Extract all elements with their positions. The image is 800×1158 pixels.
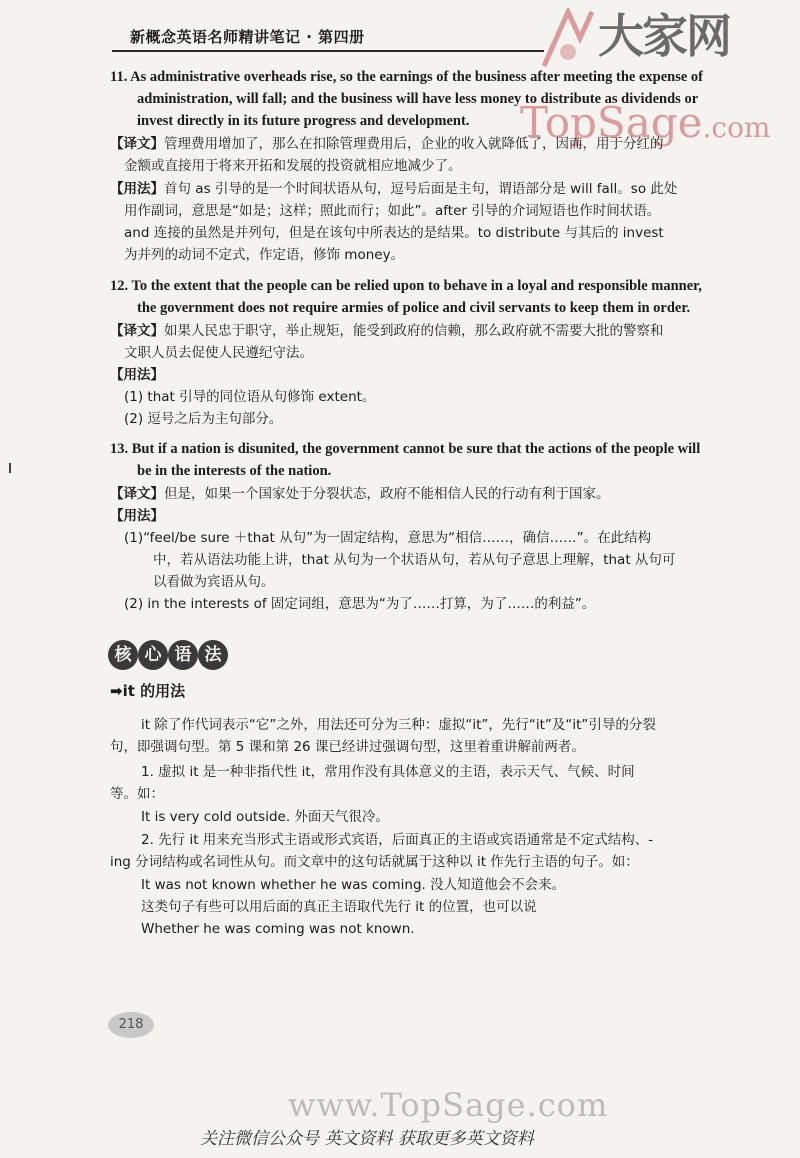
item11-line1: 11. As administrative overheads rise, so the earnings of the business after meeting the expense of <box>110 69 703 85</box>
footer-watermark-cn: 关注微信公众号 英文资料 获取更多英文资料 <box>200 1129 534 1149</box>
section-badge-core-grammar <box>108 640 228 672</box>
badge-char: 核 <box>108 640 138 670</box>
item11-usage-line3: and 连接的虽然是并列句，但是在该句中所表达的是结果。to distribute 与其后的 invest <box>124 225 664 241</box>
item13-line2: be in the interests of the nation. <box>137 463 332 479</box>
item12-line2: the government does not require armies of police and civil servants to keep them in order. <box>137 300 691 316</box>
watermark-en-com: .com <box>702 111 771 144</box>
item12-usage-point2: (2) 逗号之后为主句部分。 <box>124 411 283 427</box>
item11-usage-line1 <box>110 178 677 200</box>
item11-line2: administration, will fall; and the business will have less money to distribute as dividends or <box>137 91 699 107</box>
item12-usage-point1: (1) that 引导的同位语从句修饰 extent。 <box>124 389 376 405</box>
item13-translation-line1 <box>110 483 610 505</box>
item11-line3: invest directly in its future progress and development. <box>137 113 470 129</box>
page-number: 218 <box>108 1012 154 1038</box>
header-rule <box>112 50 544 52</box>
badge-char: 法 <box>198 640 228 670</box>
item11-translation-text: 管理费用增加了，那么在扣除管理费用后，企业的收入就降低了，因而，用于分红的 <box>164 136 664 152</box>
translation-tag: 【译文】 <box>110 136 164 152</box>
grammar-p2-line1: 2. 先行 it 用来充当形式主语或形式宾语，后面真正的主语或宾语通常是不定式结构、- <box>141 832 654 848</box>
usage-tag: 【用法】 <box>110 367 164 383</box>
usage-tag: 【用法】 <box>110 508 164 524</box>
translation-tag: 【译文】 <box>110 486 164 502</box>
item12-usage-tag <box>110 364 164 386</box>
grammar-intro-line2: 句，即强调句型。第 5 课和第 26 课已经讲过强调句型，这里着重讲解前两者。 <box>110 739 585 755</box>
item13-usage-p1-line3: 以看做为宾语从句。 <box>153 574 275 590</box>
grammar-heading: ➡it 的用法 <box>110 682 186 700</box>
badge-char: 心 <box>138 640 168 670</box>
grammar-intro-line1: it 除了作代词表示“它”之外，用法还可分为三种：虚拟“it”，先行“it”及“it”引导的分裂 <box>141 717 656 733</box>
item12-translation-line1 <box>110 320 664 342</box>
grammar-p1-line1: 1. 虚拟 it 是一种非指代性 it，常用作没有具体意义的主语，表示天气、气候、时间 <box>141 764 635 780</box>
item13-translation-text: 但是，如果一个国家处于分裂状态，政府不能相信人民的行动有利于国家。 <box>164 486 610 502</box>
item12-translation-text: 如果人民忠于职守，举止规矩，能受到政府的信赖，那么政府就不需要大批的警察和 <box>164 323 664 339</box>
usage-tag: 【用法】 <box>110 181 164 197</box>
item12-translation-line2: 文职人员去促使人民遵纪守法。 <box>124 345 313 361</box>
grammar-p1-line2: 等。如： <box>110 786 164 802</box>
running-header <box>104 22 544 52</box>
item12-line1: 12. To the extent that the people can be relied upon to behave in a loyal and responsible manner, <box>110 278 702 294</box>
grammar-example1: It is very cold outside. 外面天气很冷。 <box>141 809 389 825</box>
item11-usage-line2: 用作副词，意思是“如是；这样；照此而行；如此”。after 引导的介词短语也作时间状语。 <box>124 203 661 219</box>
footer-watermark-url: www.TopSage.com <box>288 1086 609 1124</box>
item13-line1: 13. But if a nation is disunited, the government cannot be sure that the actions of the people will <box>110 441 701 457</box>
item11-usage-line4: 为并列的动词不定式，作定语，修饰 money。 <box>124 247 405 263</box>
item11-translation-line1 <box>110 133 664 155</box>
watermark-cn: 大家网 <box>598 9 730 63</box>
site-logo-icon <box>540 8 596 72</box>
item13-usage-p1-line1: (1)“feel/be sure ＋that 从句”为一固定结构，意思为“相信……，确信……”。在此结构 <box>124 530 652 546</box>
grammar-example3: 这类句子有些可以用后面的真正主语取代先行 it 的位置，也可以说 <box>141 899 537 915</box>
header-title: 新概念英语名师精讲笔记 · 第四册 <box>130 28 365 46</box>
grammar-p2-line2: ing 分词结构或名词性从句。而文章中的这句话就属于这种以 it 作先行主语的句子。如： <box>110 854 639 870</box>
badge-char: 语 <box>168 640 198 670</box>
margin-mark <box>9 463 11 473</box>
item11-usage-text: 首句 as 引导的是一个时间状语从句，逗号后面是主句，谓语部分是 will fall。so 此处 <box>164 181 678 197</box>
item13-usage-p1-line2: 中，若从语法功能上讲，that 从句为一个状语从句，若从句子意思上理解，that 从句可 <box>153 552 676 568</box>
item11-translation-line2: 金额或直接用于将来开拓和发展的投资就相应地减少了。 <box>124 158 462 174</box>
grammar-example4: Whether he was coming was not known. <box>141 921 415 937</box>
item13-usage-tag <box>110 505 164 527</box>
grammar-example2: It was not known whether he was coming. 没人知道他会不会来。 <box>141 877 566 893</box>
item13-usage-point2: (2) in the interests of 固定词组，意思为“为了……打算，为了……的利益”。 <box>124 596 596 612</box>
translation-tag: 【译文】 <box>110 323 164 339</box>
watermark-en-main: TopSage <box>520 98 703 147</box>
